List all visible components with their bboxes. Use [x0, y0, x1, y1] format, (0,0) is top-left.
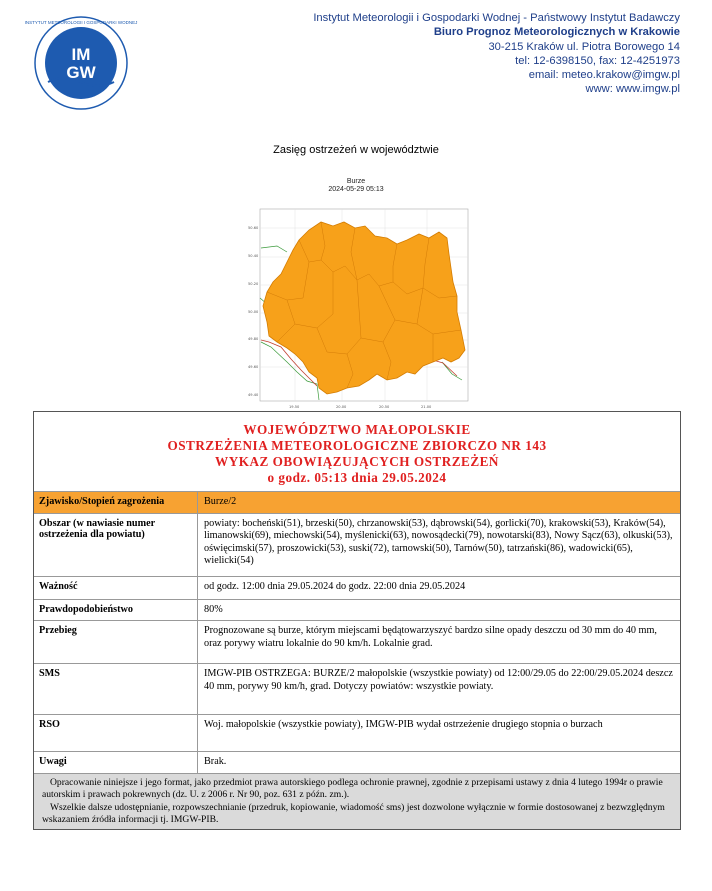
table-row-validity — [34, 576, 680, 599]
table-row-sms — [34, 663, 680, 714]
lat-tick: 50.20 — [248, 282, 259, 286]
row-label: Ważność — [34, 577, 198, 599]
row-label: RSO — [34, 715, 198, 751]
lat-tick: 50.40 — [248, 254, 259, 258]
row-value: Prognozowane są burze, którym miejscami będątowarzyszyć bardzo silne opady deszczu od 30 mm do 40 mm, oraz porywy wiatru lokalnie do 90 km/h. Lokalnie grad. — [204, 625, 657, 649]
table-row-rso — [34, 714, 680, 751]
row-label: Prawdopodobieństwo — [34, 600, 198, 621]
row-label: Obszar (w nawiasie numer ostrzeżenia dla powiatu) — [34, 514, 198, 576]
copyright-notice — [34, 773, 680, 830]
bulletin-list-heading: WYKAZ OBOWIĄZUJĄCYCH OSTRZEŻEŃ — [215, 454, 499, 469]
row-label: Uwagi — [34, 752, 198, 773]
logo-text-top: IM — [71, 45, 91, 64]
institute-header — [313, 11, 680, 97]
copyright-paragraph: Opracowanie niniejsze i jego format, jako przedmiot prawa autorskiego podlega ochronie prawnej, zgodnie z przepisami ustawy z dnia 4 lutego 1994r o prawie autorskim i prawach pokrewnych (dz. U. z 2006 r. Nr 90, poz. 631 z późn. zm.). — [42, 776, 663, 801]
row-value: Woj. małopolskie (wszystkie powiaty), IMGW-PIB wydał ostrzeżenie drugiego stopnia o burzach — [204, 719, 603, 731]
lat-tick: 50.00 — [248, 310, 259, 314]
row-value: powiaty: bocheński(51), brzeski(50), chrzanowski(53), dąbrowski(54), gorlicki(70), krakowski(53), Kraków(54), limanowski(69), miechowski(54), myślenicki(63), nowosądecki(79), nowotarski(83), Nowy Sącz(63), olkuski(53), oświęcimski(57), proszowicki(53), suski(72), tarnowski(50), Tarnów(50), tatrzański(86), wadowicki(65), wielicki(54) — [204, 517, 673, 567]
warning-map — [247, 202, 472, 412]
map-subtitle: Burze — [346, 178, 366, 185]
lon-tick: 20.00 — [336, 405, 347, 409]
address: 30-215 Kraków ul. Piotra Borowego 14 — [488, 40, 680, 53]
phone-fax: tel: 12-6398150, fax: 12-4251973 — [515, 54, 680, 67]
lon-tick: 20.50 — [379, 405, 390, 409]
email[interactable]: email: meteo.krakow@imgw.pl — [528, 69, 680, 82]
table-row-area — [34, 513, 680, 576]
row-value: Burze/2 — [204, 496, 237, 507]
lat-tick: 49.60 — [248, 365, 259, 369]
lat-tick: 50.60 — [248, 226, 259, 230]
table-row-remarks — [34, 751, 680, 773]
row-label: Zjawisko/Stopień zagrożenia — [34, 492, 198, 513]
lat-tick: 49.40 — [248, 393, 259, 397]
table-row-probability — [34, 599, 680, 621]
lat-tick: 49.80 — [248, 337, 259, 341]
institute-name: Instytut Meteorologii i Gospodarki Wodnej - Państwowy Instytut Badawczy — [313, 12, 680, 24]
bulletin-time: o godz. 05:13 dnia 29.05.2024 — [267, 470, 447, 485]
bulletin-voivodeship: WOJEWÓDZTWO MAŁOPOLSKIE — [243, 422, 471, 437]
row-value: 80% — [204, 603, 223, 615]
lon-tick: 21.00 — [421, 405, 432, 409]
map-datetime: 2024-05-29 05:13 — [328, 186, 384, 193]
distribution-paragraph: Wszelkie dalsze udostępnianie, rozpowszechnianie (przedruk, kopiowanie, wiadomość sms) jest dozwolone wyłącznie w formie dostosowanej z bezwzględnym wskazaniem źródła informacji tj. IMGW-PIB. — [42, 801, 665, 825]
svg-text:INSTYTUT METEOROLOGII I GOSPOD: INSTYTUT METEOROLOGII I GOSPODARKI WODNEJ — [24, 20, 138, 25]
lon-tick: 19.50 — [289, 405, 300, 409]
bulletin-title — [34, 412, 680, 491]
map-title: Zasięg ostrzeżeń w województwie — [273, 144, 439, 156]
bureau-name: Biuro Prognoz Meteorologicznych w Krakowie — [433, 26, 680, 39]
logo-text-bottom: GW — [66, 63, 96, 82]
bulletin-number: OSTRZEŻENIA METEOROLOGICZNE ZBIORCZO NR 143 — [167, 438, 547, 453]
imgw-logo — [24, 16, 138, 110]
row-value: od godz. 12:00 dnia 29.05.2024 do godz. 22:00 dnia 29.05.2024 — [204, 580, 466, 592]
table-row-course — [34, 620, 680, 663]
warning-table — [33, 411, 681, 830]
row-value: Brak. — [204, 756, 227, 768]
row-value: IMGW-PIB OSTRZEGA: BURZE/2 małopolskie (wszystkie powiaty) od 12:00/29.05 do 22:00/29.05.2024 deszcz 40 mm, porywy 90 km/h, grad. Dotyczy powiatów: wszystkie powiaty. — [204, 668, 673, 692]
row-label: Przebieg — [34, 621, 198, 663]
row-label: SMS — [34, 664, 198, 714]
website[interactable]: www: www.imgw.pl — [585, 83, 680, 96]
table-row-phenomenon — [34, 491, 680, 513]
